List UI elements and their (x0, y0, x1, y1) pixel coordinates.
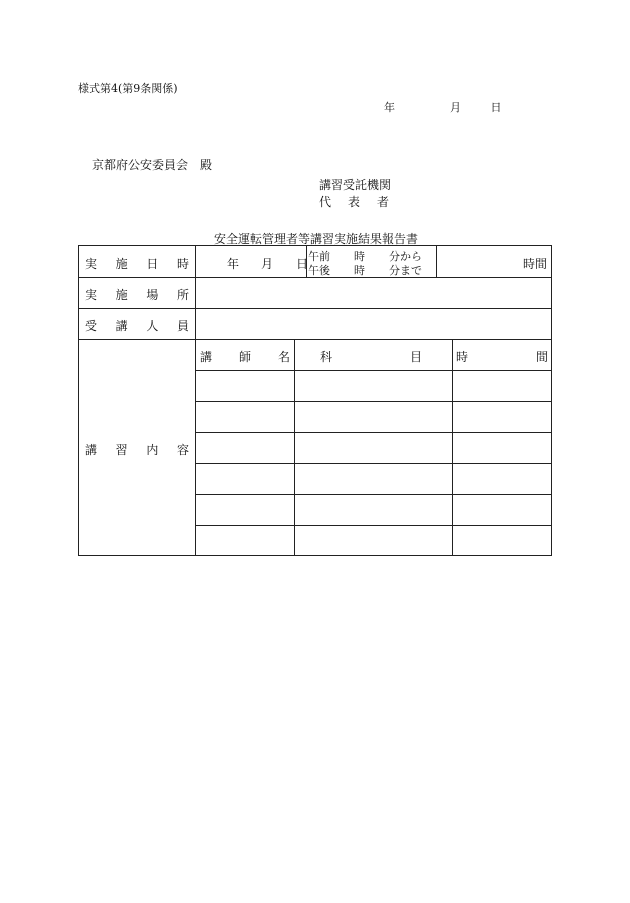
header-char: 名 (277, 350, 290, 364)
row-divider (195, 401, 551, 402)
col-divider (195, 246, 196, 555)
row-divider (79, 339, 551, 340)
field-hours: 時間 (523, 257, 548, 271)
row-divider (195, 432, 551, 433)
label-char: 員 (176, 319, 189, 333)
header-subject (320, 348, 422, 365)
form-number: 様式第4(第9条関係) (78, 82, 178, 95)
label-char: 日 (146, 257, 159, 271)
document-title: 安全運転管理者等講習実施結果報告書 (214, 232, 419, 246)
field-min-from: 分から (389, 250, 422, 263)
label-char: 内 (146, 443, 159, 457)
label-char: 受 (85, 319, 98, 333)
date-day: 日 (490, 101, 502, 114)
row-divider (195, 525, 551, 526)
header-char: 講 (200, 350, 213, 364)
label-char: 実 (85, 257, 98, 271)
label-char: 講 (85, 443, 98, 457)
field-month: 月 (261, 257, 274, 271)
label-char: 時 (176, 257, 189, 271)
rep-char: 代 (319, 195, 332, 209)
col-divider (452, 339, 453, 555)
header-time (456, 348, 548, 365)
place-label (85, 286, 189, 303)
label-char: 実 (85, 288, 98, 302)
attendees-label (85, 317, 189, 334)
rep-char: 者 (376, 195, 389, 209)
date-year: 年 (384, 101, 395, 114)
header-char: 目 (409, 350, 422, 364)
label-char: 施 (115, 257, 128, 271)
date-month: 月 (450, 101, 461, 114)
recipient: 京都府公安委員会 殿 (92, 158, 213, 172)
date-time-label (85, 255, 189, 272)
label-char: 所 (176, 288, 189, 302)
header-char: 師 (238, 350, 251, 364)
field-day: 日 (296, 257, 309, 271)
row-divider (195, 370, 551, 371)
organization-label: 講習受託機関 (319, 178, 392, 192)
label-char: 講 (115, 319, 128, 333)
label-char: 人 (146, 319, 159, 333)
field-pm: 午後 (308, 264, 330, 277)
col-divider (436, 246, 437, 277)
col-divider (294, 339, 295, 555)
row-divider (79, 308, 551, 309)
header-char: 時 (456, 350, 469, 364)
field-min-until: 分まで (389, 264, 422, 277)
label-char: 習 (115, 443, 128, 457)
representative-label (319, 193, 389, 210)
header-char: 科 (320, 350, 333, 364)
row-divider (195, 463, 551, 464)
header-date (384, 99, 502, 115)
label-char: 施 (115, 288, 128, 302)
content-label (85, 441, 189, 458)
label-char: 容 (176, 443, 189, 457)
field-year: 年 (227, 257, 240, 271)
header-lecturer (200, 348, 290, 365)
field-am: 午前 (308, 250, 330, 263)
row-divider (195, 494, 551, 495)
field-hour-start: 時 (354, 250, 365, 263)
label-char: 場 (146, 288, 159, 302)
field-hour-end: 時 (354, 264, 365, 277)
rep-char: 表 (347, 195, 360, 209)
header-char: 間 (535, 350, 548, 364)
report-table (78, 245, 552, 556)
